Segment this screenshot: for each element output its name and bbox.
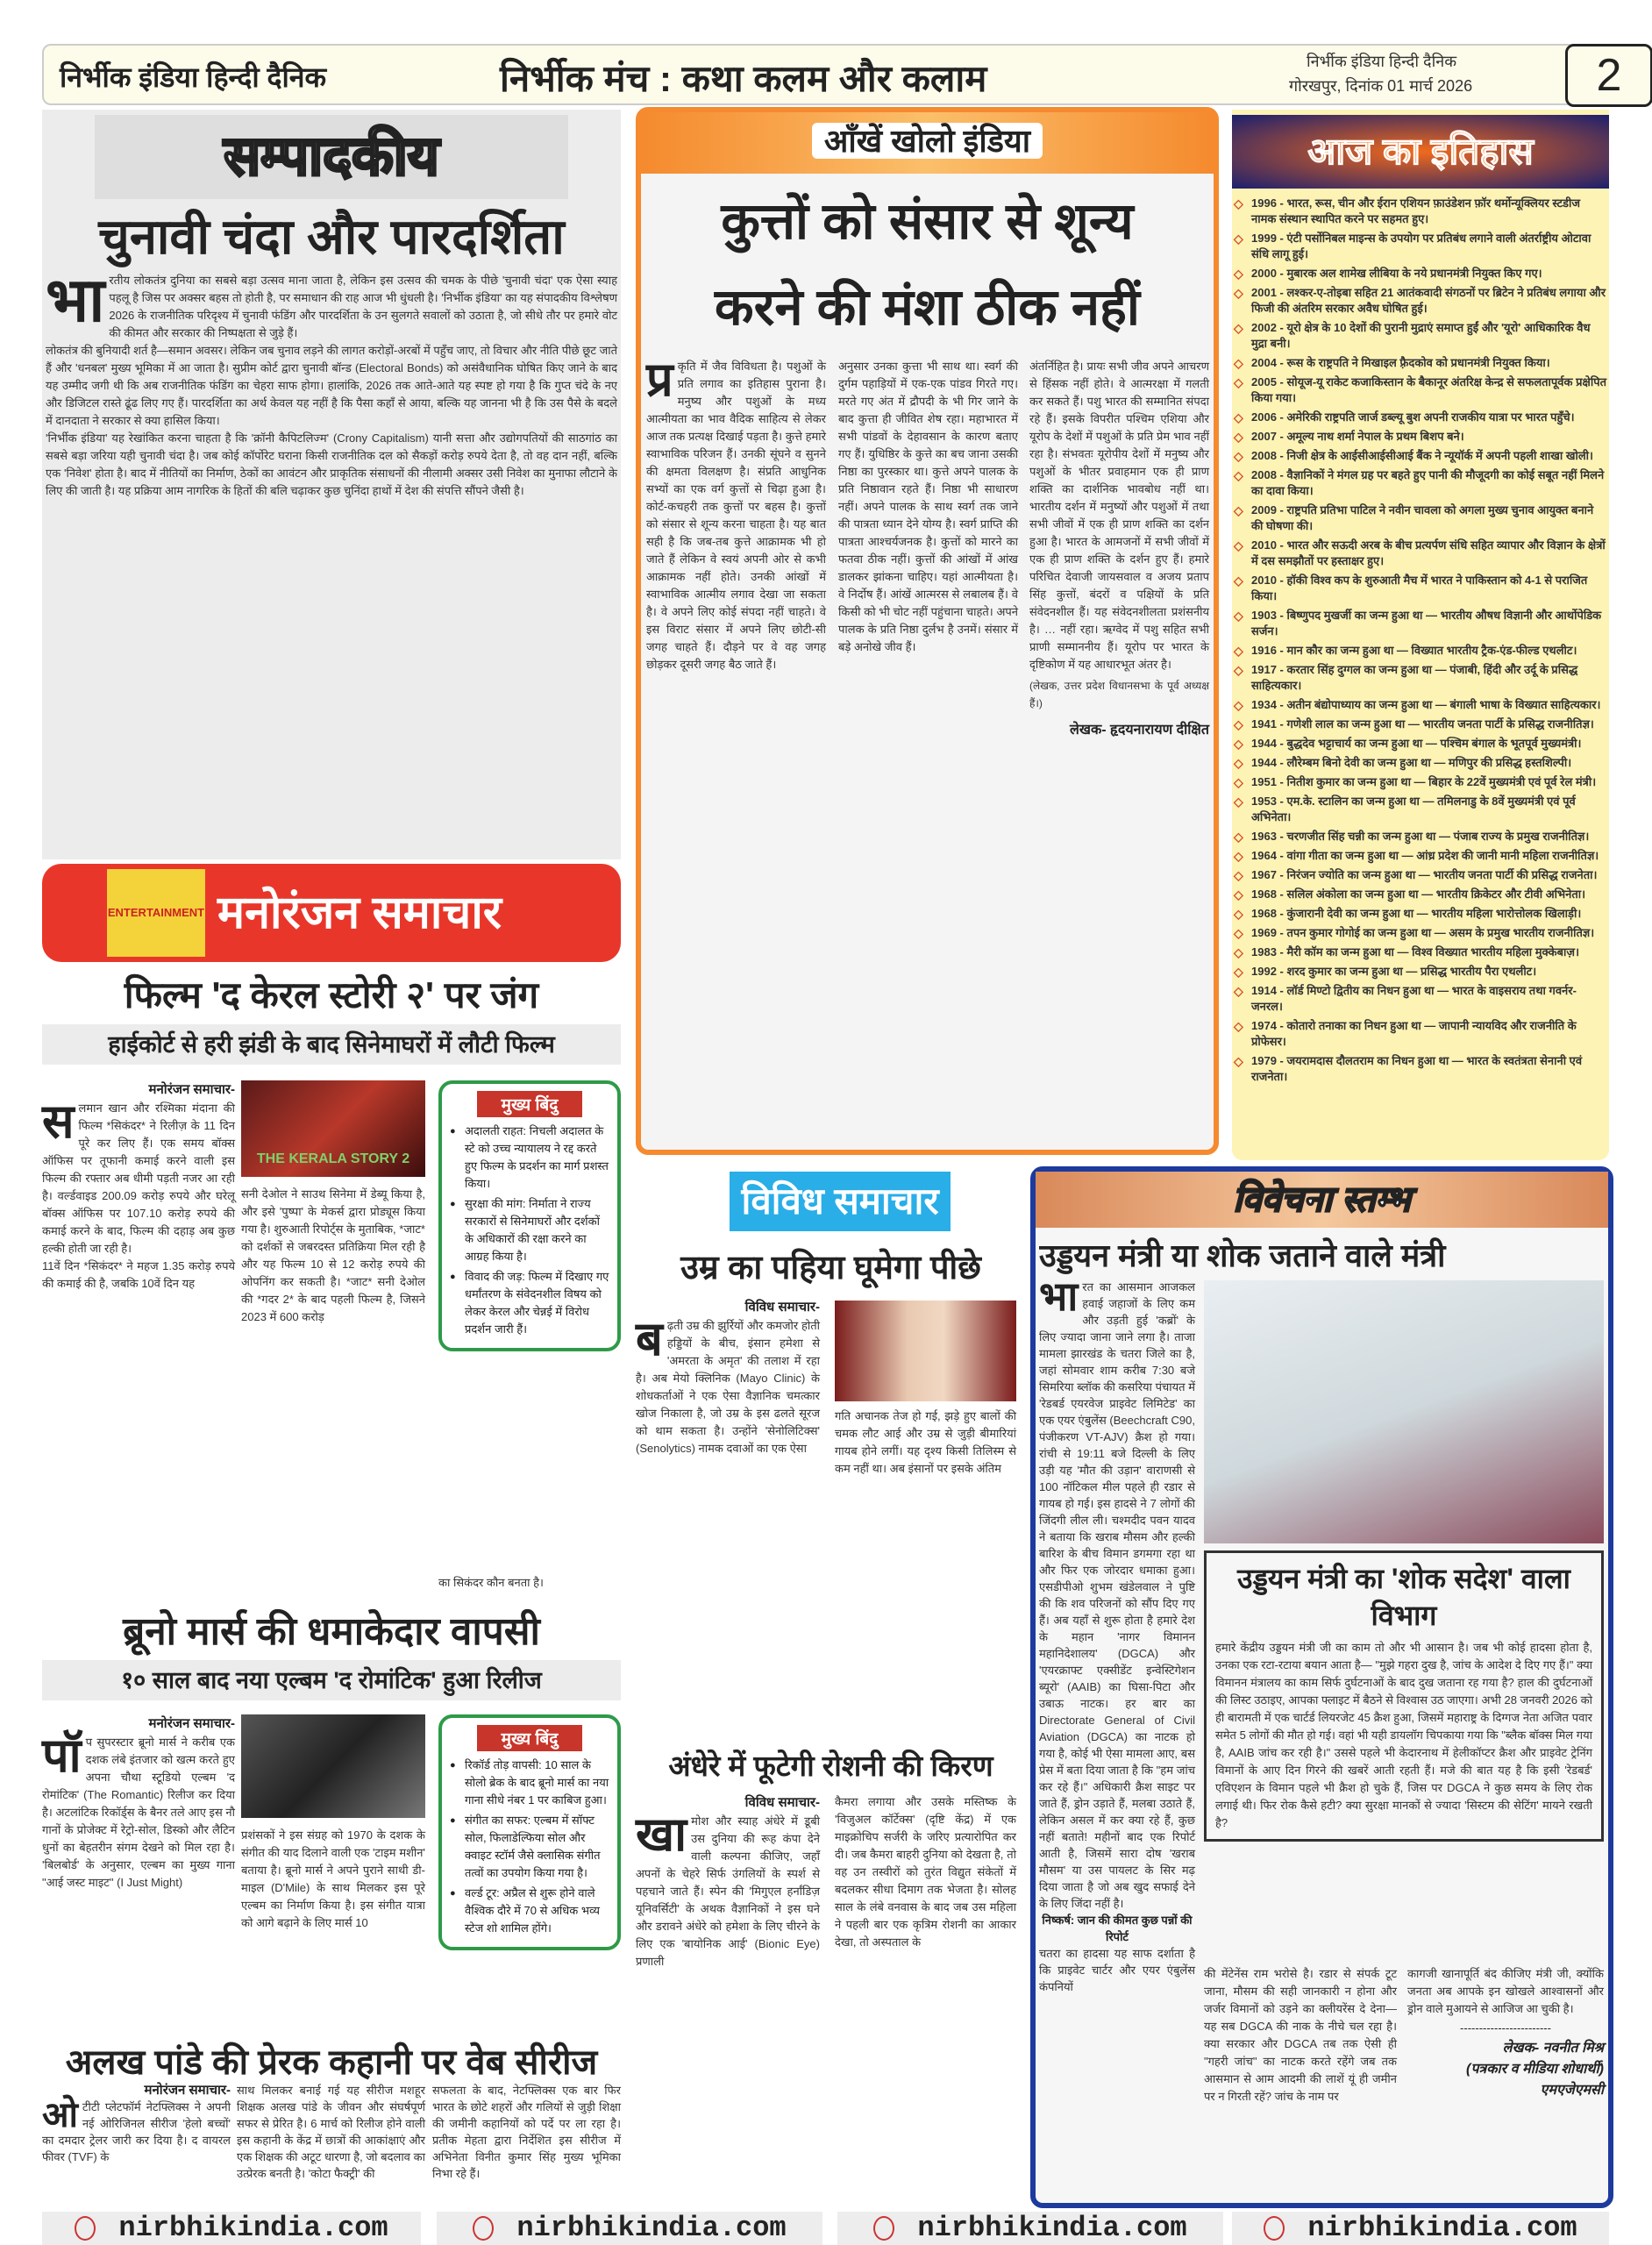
drop-cap: स [42,1095,75,1148]
history-item: ◇ 1917 - करतार सिंह दुग्गल का जन्म हुआ था — पंजाबी, हिंदी और उर्दू के प्रसिद्ध साहित्यकार। [1232,662,1607,694]
history-item: ◇ 2002 - यूरो क्षेत्र के 10 देशों की पुरानी मुद्राएं समाप्त हुईं और 'यूरो' आधिकारिक वैध मुद्रा बनी। [1232,320,1607,352]
history-item: ◇ 1963 - चरणजीत सिंह चन्नी का जन्म हुआ था — पंजाब राज्य के प्रमुख राजनीतिज्ञ। [1232,829,1607,845]
footer-website[interactable] [437,2212,822,2245]
paragraph: मोश और स्याह अंधेरे में डूबी उस दुनिया की रूह कंपा देने वाली कल्पना कीजिए, जहाँ अपनों के चेहरे सिर्फ उंगलियों के स्पर्श से पहचाने जाते हैं। स्पेन की 'मिगुएल हर्नांडिज़ यूनिवर्सिटी' के अथक वैज्ञानिकों ने इस घने और डरावने अंधेरे को हमेशा के लिए चीरने के लिए एक 'बायोनिक आई' (Bionic Eye) प्रणाली [636,1814,820,1968]
key-point: ● अदालती राहत: निचली अदालत के स्टे को उच्च न्यायालय ने रद्द करते हुए फिल्म के प्रदर्शन का मार्ग प्रशस्त किया। [449,1122,610,1193]
paragraph: चतरा का हादसा यह साफ दर्शाता है कि प्राइवेट चार्टर और एयर एंबुलेंस कंपनियों [1039,1947,1195,1993]
drop-cap: पॉ [42,1729,82,1782]
story-headline: उम्र का पहिया घूमेगा पीछे [680,1250,981,1286]
story-headline: अंधेरे में फूटेगी रोशनी की किरण [668,1750,993,1782]
page-title: निर्भीक मंच : कथा कलम और कलाम [500,58,987,99]
masthead [42,44,1622,105]
key-points-box [438,1714,621,1950]
inset-box [1204,1550,1604,1842]
story-subhead: हाईकोर्ट से हरी झंडी के बाद सिनेमाघरों में लौटी फिल्म [42,1024,621,1065]
story-column [42,1714,235,1892]
story-headline: अलख पांडे की प्रेरक कहानी पर वेब सीरीज [65,2043,598,2082]
key-points-list [449,1757,610,1937]
opinion-banner-text: आँखें खोलो इंडिया [812,123,1043,159]
press-logo-icon [473,2216,494,2241]
history-item: ◇ 2010 - हॉकी विश्व कप के शुरुआती मैच में भारत ने पाकिस्तान को 4-1 से पराजित किया। [1232,573,1607,604]
editorial-body [46,266,617,500]
key-points-title: मुख्य बिंदु [477,1725,582,1751]
history-item: ◇ 2001 - लश्कर-ए-तोइबा सहित 21 आतंकवादी संगठनों पर ब्रिटेन ने प्रतिबंध लगाया और फिजी की अंतरिम सरकार अवैध घोषित हुई। [1232,285,1607,317]
inset-body: हमारे केंद्रीय उड्डयन मंत्री जी का काम तो और भी आसान है। जब भी कोई हादसा होता है, उनका एक रटा-रटाया बयान आता है— "मुझे गहरा दुख है, जांच के आदेश दे दिए गए हैं।" क्या विमानन मंत्रालय का काम सिर्फ दुर्घटनाओं के बाद दुख जताना रह गया है? हाल की दुर्घटनाओं की लिस्ट उठाइए, आपका फ्लाइट में बैठने से विश्वास उठ जाएगा। अभी 28 जनवरी 2026 को ही बारामती में एक चार्टर्ड लियरजेट 45 क्रैश हुआ, जिसमें महाराष्ट्र के दिग्गज नेता अजित पवार समेत 5 लोगों की मौत हो गई। वहां भी यही डायलॉग चिपकाया गया कि "ब्लैक बॉक्स मिल गया है, AAIB जांच कर रही है।" उससे पहले भी केदारनाथ में हेलीकॉप्टर क्रैश और प्राइवेट ट्रेनिंग विमानों के आए दिन गिरने की खबरें आती रहती हैं। मजे की बात यह है कि इसी 'रेडबर्ड' एविएशन के विमान पहले भी क्रैश हो चुके हैं, जिस पर DGCA ने कुछ समय के लिए रोक लगाई थी। फिर रोक कैसे हटी? क्या सुरक्षा मानकों से ज्यादा 'सिस्टम की सेटिंग' मायने रखती है? [1215,1641,1592,1829]
byline: विविध समाचार- [744,1300,820,1315]
paragraph: कृति में जैव विविधता है। पशुओं के प्रति लगाव का इतिहास पुराना है। मनुष्य और पशुओं के मध्य आत्मीयता का भाव वैदिक साहित्य से लेकर आज तक प्रत्यक्ष दिखाई पड़ता है। कुत्ते हमारे स्वाभाविक परिजन हैं। उनकी सूंघने व सुनने की क्षमता विलक्षण है। संप्रति आधुनिक सभ्यों का एक वर्ग कुत्तों से चिढ़ा हुआ है। कोर्ट-कचहरी तक कुत्तों पर बहस है। कुत्तों को संसार से शून्य करना चाहता है। यह बात सही है कि जब-तब कुत्ते आक्रामक भी हो जाते हैं लेकिन वे स्वयं अपनी ओर से कभी आक्रामक नहीं होते। उनकी आंखों में स्वाभाविक आत्मीय लगाव देखा जा सकता है। वे अपने लिए कोई संपदा नहीं चाहते। वे इस विराट संसार में अपने लिए छोटी-सी जगह चाहते हैं। दौड़ने पर वे वह जगह छोड़कर दूसरी जगह बैठ जाते हैं। [646,360,826,671]
inset-title: उड्डयन मंत्री का 'शोक सदेश' वाला विभाग [1237,1563,1570,1631]
story-headline: फिल्म 'द केरल स्टोरी २' पर जंग [124,974,539,1016]
history-item: ◇ 2000 - मुबारक अल शामेख लीबिया के नये प्रधानमंत्री नियुक्त किए गए। [1232,266,1607,282]
analysis-banner [1036,1172,1608,1228]
analysis-column-section [1030,1166,1613,2208]
footer-website[interactable] [42,2212,421,2245]
byline: विविध समाचार- [744,1795,820,1810]
history-item: ◇ 1916 - मान कौर का जन्म हुआ था — विख्यात भारतीय ट्रैक-एंड-फील्ड एथलीट। [1232,643,1607,659]
history-item: ◇ 2009 - राष्ट्रपति प्रतिभा पाटिल ने नवीन चावला को अगला मुख्य चुनाव आयुक्त बनाने की घोषणा की। [1232,502,1607,534]
history-item: ◇ 2010 - भारत और सऊदी अरब के बीच प्रत्यर्पण संधि सहित व्यापार और विज्ञान के क्षेत्रों में दस समझौतों पर हस्ताक्षर हुए। [1232,538,1607,569]
paragraph: लमान खान और रश्मिका मंदाना की फिल्म *सिकंदर* ने रिलीज़ के 11 दिन पूरे कर लिए हैं। एक समय बॉक्स ऑफिस पर तूफानी कमाई करने वाली इस फिल्म की रफ्तार अब धीमी पड़ती नजर आ रही है। वर्ल्डवाइड 200.09 करोड़ रुपये और घरेलू बॉक्स ऑफिस पर 107.10 करोड़ रुपये की कमाई करने के बाद, फिल्म की दहाड़ अब कुछ हल्की होती जा रही है। [42,1101,235,1255]
drop-cap: भा [1039,1273,1079,1319]
history-item: ◇ 1903 - बिष्णुपद मुखर्जी का जन्म हुआ था — भारतीय औषध विज्ञानी और आर्थोपेडिक सर्जन। [1232,608,1607,639]
history-item: ◇ 2004 - रूस के राष्ट्रपति ने मिखाइल फ़्रैदकोव को प्रधानमंत्री नियुक्त किया। [1232,355,1607,371]
analysis-banner-text: विवेचना स्तम्भ [1233,1180,1411,1219]
story-subhead: १० साल बाद नया एल्बम 'द रोमांटिक' हुआ रिलीज [42,1660,621,1700]
history-item: ◇ 1983 - मैरी कॉम का जन्म हुआ था — विश्व विख्यात भारतीय महिला मुक्केबाज़। [1232,944,1607,960]
opinion-column [1029,358,1209,740]
story-column [636,1793,820,1971]
key-point: ● रिकॉर्ड तोड़ वापसी: 10 साल के सोलो ब्रेक के बाद ब्रूनो मार्स का नया गाना सीधे नंबर 1 पर काबिज हुआ। [449,1757,610,1809]
history-item: ◇ 1968 - कुंजारानी देवी का जन्म हुआ था — भारतीय महिला भारोत्तोलक खिलाड़ी। [1232,906,1607,922]
history-item: ◇ 2006 - अमेरिकी राष्ट्रपति जार्ज डब्ल्यू बुश अपनी राजकीय यात्रा पर भारत पहुँचे। [1232,410,1607,425]
dateline: गोरखपुर, दिनांक 01 मार्च 2026 [1289,77,1473,95]
website-text: nirbhikindia.com [516,2212,787,2244]
story-headline: ब्रूनो मार्स की धमाकेदार वापसी [123,1610,540,1653]
opinion-column [646,353,826,674]
history-item: ◇ 1992 - शरद कुमार का जन्म हुआ था — प्रसिद्ध भारतीय पैरा एथलीट। [1232,964,1607,980]
press-logo-icon [75,2216,96,2241]
author-name: लेखक- नवनीत मिश्र [1502,2041,1604,2056]
history-item: ◇ 1968 - सलिल अंकोला का जन्म हुआ था — भारतीय क्रिकेटर और टीवी अभिनेता। [1232,887,1607,902]
history-item: ◇ 2008 - वैज्ञानिकों ने मंगल ग्रह पर बहते हुए पानी की मौजूदगी का कोई सबूत नहीं मिलने का दावा किया। [1232,467,1607,499]
history-banner-text: आज का इतिहास [1307,131,1534,172]
drop-cap: खा [636,1808,687,1861]
press-logo-icon [873,2216,894,2241]
key-points-title: मुख्य बिंदु [477,1091,582,1117]
website-text: nirbhikindia.com [118,2212,388,2244]
history-banner [1232,115,1609,189]
analysis-headline: उड्डयन मंत्री या शोक जताने वाले मंत्री [1039,1237,1446,1273]
story-column: साथ मिलकर बनाई गई यह सीरीज मशहूर शिक्षक अलख पांडे के जीवन और संघर्षपूर्ण सफर से प्रेरित है। 6 मार्च को रिलीज होने वाली इस कहानी के केंद्र में छात्रों की आकांक्षाएं और एक शिक्षक की अटूट धारणा है, जो बदलाव का उत्प्रेरक बनती है। 'कोटा फैक्ट्री' की [237,2084,425,2180]
story-column: सफलता के बाद, नेटफ्लिक्स एक बार फिर भारत के छोटे शहरों और गलियों से जुड़ी शिक्षा की जमीनी कहानियों को पर्दे पर ला रहा है। प्रतीक मेहता द्वारा निर्देशित इस सीरीज में अभिनेता विनीत कुमार सिंह मुख्य भूमिका निभा रहे हैं। [432,2084,621,2180]
story-column [42,1080,235,1293]
paragraph: रतीय लोकतंत्र दुनिया का सबसे बड़ा उत्सव माना जाता है, लेकिन इस उत्सव की चमक के पीछे 'चुनावी चंदा' एक ऐसा स्याह पहलू है जिस पर अक्सर बहस तो होती है, पर समाधान की राह आज भी धुंधली है। 'निर्भीक इंडिया' का यह संपादकीय विश्लेषण 2026 के राजनीतिक परिदृश्य में चुनावी फंडिंग और पारदर्शिता के उन सुलगते सवालों को उठाता है, जो सीधे तौर पर हमारे वोट की कीमत और सरकार की निष्पक्षता से जुड़े हैं। [109,274,617,339]
analysis-column [1407,1965,1604,2101]
story-column: कैमरा लगाया और उसके मस्तिष्क के 'विजुअल कॉर्टेक्स' (दृष्टि केंद्र) में एक माइक्रोचिप सर्जरी के जरिए प्रत्यारोपित कर दी। जब कैमरा बाहरी दुनिया को देखता है, तो वह उन तस्वीरों को तुरंत विद्युत संकेतों में बदलकर सीधा दिमाग तक भेजता है। सोलह साल के लंबे वनवास के बाद जब उस महिला ने पहली बार एक कृत्रिम रोशनी का आकार देखा, तो अस्पताल के [835,1795,1016,1949]
author-note: (लेखक, उत्तर प्रदेश विधानसभा के पूर्व अध्यक्ष हैं।) [1029,680,1209,709]
history-item: ◇ 1934 - अतीन बंद्योपाध्याय का जन्म हुआ था — बंगाली भाषा के विख्यात साहित्यकार। [1232,697,1607,713]
movie-poster-image: THE KERALA STORY 2 [241,1080,425,1177]
history-item: ◇ 2008 - निजी क्षेत्र के आईसीआईसीआई बैंक ने न्यूयॉर्क में अपनी पहली शाखा खोली। [1232,448,1607,464]
history-section [1232,110,1609,1160]
story-column [636,1298,820,1457]
byline: मनोरंजन समाचार- [148,1716,235,1731]
history-item: ◇ 1951 - नितीश कुमार का जन्म हुआ था — बिहार के 22वें मुख्यमंत्री एवं पूर्व रेल मंत्री। [1232,774,1607,790]
aging-photo [835,1301,1016,1401]
opinion-column: अनुसार उनका कुत्ता भी साथ था। स्वर्ग की दुर्गम पहाड़ियों में एक-एक पांडव गिरते गए। मरते गए अंत में द्रौपदी के भी गिर जाने के बाद कुत्ता ही जीवित शेष रहा। महाभारत में सभी पांडवों के देहावसान के कारण बताए गए हैं। युधिष्ठिर के कुत्ते का बच जाना उसकी निष्ठा का पुरस्कार था। कुत्ते अपने पालक के प्रति निष्ठावान रहते हैं। निष्ठा भी साधारण नहीं। अपने पालक के साथ स्वर्ग तक जाने की पात्रता ध्यान देने योग्य है। स्वर्ग प्राप्ति की पात्रता आश्चर्यजनक है। कुत्तों को मारने का फतवा ठीक नहीं। कुत्तों की आंखों में आंख डालकर झांकना चाहिए। यहां आत्मीयता है। वे निर्दोष हैं। आंखें आत्मरस से लबालब हैं। वे किसी को भी चोट नहीं पहुंचाना चाहते। अपने पालक के प्रति निष्ठा दुर्लभ है उनमें। संसार में बड़े अनोखे जीव हैं। [838,360,1018,653]
website-text: nirbhikindia.com [917,2212,1187,2244]
paragraph: कागजी खानापूर्ति बंद कीजिए मंत्री जी, क्योंकि जनता अब आपके इन खोखले आश्वासनों और ड्रोन वाले मुआयने से आजिज आ चुकी है। [1407,1967,1604,2015]
opinion-section [636,107,1219,1155]
history-item: ◇ 2005 - सोयूज-यू राकेट कजाकिस्तान के बैकानूर अंतरिक्ष केन्द्र से सफलतापूर्वक प्रक्षेपित किया गया। [1232,374,1607,406]
story-column: प्रशंसकों ने इस संग्रह को 1970 के दशक के संगीत की याद दिलाने वाली एक 'टाइम मशीन' बताया है। ब्रूनो मार्स ने अपने पुराने साथी डी-माइल (D'Mile) के साथ मिलकर इस पूरे एल्बम का निर्माण किया है। इस संगीत यात्रा को आगे बढ़ाने के लिए मार्स 10 [241,1828,425,1929]
analysis-column: की मेंटेनेंस राम भरोसे है। रडार से संपर्क टूट जाना, मौसम की सही जानकारी न होना और जर्जर विमानों को उड़ने का क्लीयरेंस दे देना—यह सब DGCA की नाक के नीचे चल रहा है। क्या सरकार और DGCA तब तक ऐसी ही "गहरी जांच" का नाटक करते रहेंगे जब तक आसमान से आम आदमी की लाशें यूं ही जमीन पर न गिरती रहें? जांच के नाम पर [1204,1967,1397,2103]
story-column: सनी देओल ने साउथ सिनेमा में डेब्यू किया है, और इसे 'पुष्पा' के मेकर्स द्वारा प्रोड्यूस किया गया है। शुरुआती रिपोर्ट्स के मुताबिक, *जाट* को दर्शकों से जबरदस्त प्रतिक्रिया मिल रही है और यह फिल्म 10 से 12 करोड़ रुपये की ओपनिंग कर सकती है। *जाट* सनी देओल की *गदर 2* के बाद पहली फिल्म है, जिसने 2023 में 600 करोड़ [241,1187,425,1323]
byline: मनोरंजन समाचार- [144,2083,231,2098]
conclusion-subhead: निष्कर्ष: जान की कीमत कुछ पन्नों की रिपोर्ट [1042,1914,1193,1943]
history-item: ◇ 1999 - एंटी पर्सोनिबल माइन्स के उपयोग पर प्रतिबंध लगाने वाली अंतर्राष्ट्रीय ओटावा संधि लागू हुई। [1232,231,1607,262]
paragraph: प सुपरस्टार ब्रूनो मार्स ने करीब एक दशक लंबे इंतजार को खत्म करते हुए अपना चौथा स्टूडियो एल्बम 'द रोमांटिक' (The Romantic) रिलीज कर दिया है। अटलांटिक रिकॉर्ड्स के बैनर तले आए इस नौ गानों के प्रोजेक्ट में रेट्रो-सोल, डिस्को और लैटिन धुनों का बेहतरीन संगम देखने को मिल रहा है। 'बिलबोर्ड' के अनुसार, एल्बम का मुख्य गाना "आई जस्ट माइट" (I Just Might) [42,1735,235,1889]
editorial-section [42,110,621,859]
paper-name-small: निर्भीक इंडिया हिन्दी दैनिक [1307,53,1457,70]
author-title: (पत्रकार व मीडिया शोधार्थी) [1465,2062,1604,2077]
history-item: ◇ 1914 - लॉर्ड मिण्टो द्वितीय का निधन हुआ था — भारत के वाइसराय तथा गवर्नर-जनरल। [1232,983,1607,1015]
website-text: nirbhikindia.com [1307,2212,1577,2244]
history-item: ◇ 1979 - जयरामदास दौलतराम का निधन हुआ था — भारत के स्वतंत्रता सेनानी एवं राजनेता। [1232,1053,1607,1085]
story-column [42,2082,231,2165]
opinion-banner [641,112,1214,174]
paragraph: 11वें दिन *सिकंदर* ने महज 1.35 करोड़ रुपये की कमाई की है, जबकि 10वें दिन यह [42,1259,235,1290]
entertainment-banner [42,864,621,962]
author-degree: एमएजेएमसी [1540,2083,1604,2098]
story-column: गति अचानक तेज हो गई, झड़े हुए बालों की चमक लौट आई और उम्र से जुड़ी बीमारियां गायब होने लगीं। यह दृश्य किसी तिलिस्म से कम नहीं था। अब इंसानों पर इसके अंतिम [835,1409,1016,1475]
divider: ------------------------ [1460,2021,1551,2035]
artist-photo [241,1714,425,1818]
history-item: ◇ 1964 - वांगा गीता का जन्म हुआ था — आंध्र प्रदेश की जानी मानी महिला राजनीतिज्ञ। [1232,848,1607,864]
key-points-box [438,1080,621,1351]
history-item: ◇ 1944 - लौरेम्बम बिनो देवी का जन्म हुआ था — मणिपुर की प्रसिद्ध हस्तशिल्पी। [1232,755,1607,771]
opinion-headline-line1: कुत्तों को संसार से शून्य [721,193,1134,250]
key-point: ● संगीत का सफर: एल्बम में सॉफ्ट सोल, फिलाडेल्फिया सोल और क्वाइट स्टॉर्म जैसे क्लासिक संगीत तत्वों का उपयोग किया गया है। [449,1812,610,1882]
history-item: ◇ 2007 - अमूल्य नाथ शर्मा नेपाल के प्रथम बिशप बने। [1232,429,1607,445]
drop-cap: भा [46,266,105,334]
drop-cap: प्र [646,353,673,406]
paper-name: निर्भीक इंडिया हिन्दी दैनिक [60,61,327,93]
byline: मनोरंजन समाचार- [148,1082,235,1097]
key-point: ● विवाद की जड़: फिल्म में दिखाए गए धर्मांतरण के संवेदनशील विषय को लेकर केरल और चेन्नई में विरोध प्रदर्शन जारी हैं। [449,1268,610,1338]
minister-photo [1204,1280,1604,1543]
paragraph: अंतर्निहित है। प्रायः सभी जीव अपने आचरण से हिंसक नहीं होते। वे आत्मरक्षा में गलती कर सकते हैं। पशु भारत की सम्मानित संपदा रहे हैं। इसके विपरीत पश्चिम एशिया और यूरोप के देशों में पशुओं के प्रति प्रेम भाव नहीं रहा है। संभवतः यूरोपीय देशों में मनुष्य और पशुओं के भीतर प्रवाहमान एक ही प्राण शक्ति का दार्शनिक भावबोध नहीं था। भारतीय दर्शन में मनुष्यों और पशुओं में तथा सभी जीवों में एक ही प्राण शक्ति का दर्शन हुआ है। भारत के आमजनों में सभी जीवों में एक ही प्राण शक्ति के दर्शन हुए हैं। हमारे परिचित देवाजी जायसवाल व अजय प्रताप सिंह कुत्तों, बंदरों व पक्षियों के प्रति संवेदनशील हैं। यह संवेदनशीलता प्रशंसनीय है। … नहीं रहा। ऋग्वेद में पशु सहित सभी प्राणी सम्माननीय हैं। यूरोप पर भारत के दृष्टिकोण में यह आधारभूत अंतर है। [1029,360,1209,671]
author-name: लेखक- हृदयनारायण दीक्षित [1070,723,1209,738]
key-point: ● वर्ल्ड टूर: अप्रैल से शुरू होने वाले वैश्विक दौरे में 70 से अधिक भव्य स्टेज शो शामिल होंगे। [449,1885,610,1937]
key-points-list [449,1122,610,1338]
history-item: ◇ 1969 - तपन कुमार गोगोई का जन्म हुआ था — असम के प्रमुख भारतीय राजनीतिज्ञ। [1232,925,1607,941]
paragraph: लोकतंत्र की बुनियादी शर्त है—समान अवसर। लेकिन जब चुनाव लड़ने की लागत करोड़ों-अरबों में पहुँच जाए, तो विचार और नीति पीछे छूट जाते हैं और 'धनबल' मुख्य भूमिका में आ जाता है। सुप्रीम कोर्ट द्वारा चुनावी बॉन्ड (Electoral Bonds) को असंवैधानिक घोषित किए जाने के बाद यह उम्मीद जगी थी कि अब राजनीतिक फंडिंग का चेहरा साफ होगा। हालांकि, 2026 तक आते-आते यह स्पष्ट हो गया है कि गुप्त चंदे के नए और डिजिटल रास्ते ढूंढ लिए गए हैं। पारदर्शिता का अर्थ केवल यह नहीं है कि पैसा कहाँ से आया, बल्कि यह जानना भी है कि उस पैसे के बदले में दानदाता ने सरकार से क्या हासिल किया। [46,344,617,427]
drop-cap: ब [636,1313,663,1365]
footer-website[interactable] [1232,2212,1609,2245]
history-item: ◇ 1953 - एम.के. स्टालिन का जन्म हुआ था — तमिलनाडु के 8वें मुख्यमंत्री एवं पूर्व अभिनेता। [1232,794,1607,825]
analysis-column [1039,1273,1195,1995]
press-logo-icon [1264,2216,1285,2241]
footer-website[interactable] [837,2212,1223,2245]
editorial-banner [95,115,568,199]
entertainment-banner-text: मनोरंजन समाचार [217,887,502,938]
paragraph: रत का आसमान आजकल हवाई जहाजों के लिए कम और उड़ती हुई 'कब्रों' के लिए ज्यादा जाना जाने लगा है। ताजा मामला झारखंड के चतरा जिले का है, जहां सोमवार शाम करीब 7:30 बजे सिमरिया ब्लॉक की कसरिया पंचायत में 'रेडबर्ड एयरवेज प्राइवेट लिमिटेड' का एक एयर एंबुलेंस (Beechcraft C90, पंजीकरण VT-AJV) क्रैश हो गया। रांची से 19:11 बजे दिल्ली के लिए उड़ी यह 'मौत की उड़ान' वाराणसी से 100 नॉटिकल मील पहले ही रडार से गायब हो गई। इस हादसे ने 7 लोगों की जिंदगी लील ली। चश्मदीद पवन यादव ने बताया कि खराब मौसम और हल्की बारिश के बीच विमान डगमगा रहा था और फिर एक जोरदार धमाका हुआ। एसडीपीओ शुभम खंडेलवाल ने पुष्टि की कि शव परिजनों को सौंप दिए गए हैं। अब यहाँ से शुरू होता है हमारे देश के महान 'नागर विमानन महानिदेशालय' (DGCA) और 'एयरक्राफ्ट एक्सीडेंट इन्वेस्टिगेशन ब्यूरो' (AAIB) का घिसा-पिटा और उबाऊ नाटक। हर बार का Directorate General of Civil Aviation (DGCA) का नाटक हो गया है, कोई भी ऐसा मामला आए, बस प्रेस में बता दिया जाता है कि "हम जांच कर रहे हैं।" अधिकारी क्रैश साइट पर जाते हैं, ड्रोन उड़ाते हैं, मलबा उठाते हैं, लेकिन असल में कर क्या रहे हैं, कुछ नहीं बताते! महीनों बाद एक रिपोर्ट आती है, जिसमें सारा दोष 'खराब मौसम' या उस पायलट के सिर मढ़ दिया जाता है जो अब खुद सफाई देने के लिए जिंदा नहीं है। [1039,1280,1195,1910]
history-item: ◇ 1967 - निरंजन ज्योति का जन्म हुआ था — भारतीय जनता पार्टी की प्रसिद्ध राजनेता। [1232,867,1607,883]
entertainment-badge: ENTERTAINMENT [107,869,205,957]
key-point: ● सुरक्षा की मांग: निर्माता ने राज्य सरकारों से सिनेमाघरों और दर्शकों के अधिकारों की रक्षा करने का आग्रह किया है। [449,1195,610,1265]
editorial-headline: चुनावी चंदा और पारदर्शिता [98,209,565,264]
paragraph: टीटी प्लेटफॉर्म नेटफ्लिक्स ने अपनी नई ओरिजिनल सीरीज 'हेलो बच्चों' का दमदार ट्रेलर जारी कर दिया है। द वायरल फीवर (TVF) के [42,2100,231,2163]
opinion-headline-line2: करने की मंशा ठीक नहीं [715,279,1140,336]
history-list [1232,196,1607,1088]
drop-cap: ओ [42,2096,78,2135]
page-number: 2 [1565,44,1652,107]
history-item: ◇ 1996 - भारत, रूस, चीन और ईरान एशियन फ़ाउंडेशन फ़ॉर थर्मोन्यूक्लियर स्टडीज नामक संस्थान स्थापित करने पर सहमत हुए। [1232,196,1607,227]
misc-news-banner: विविध समाचार [730,1172,951,1231]
history-item: ◇ 1944 - बुद्धदेव भट्टाचार्य का जन्म हुआ था — पश्चिम बंगाल के भूतपूर्व मुख्यमंत्री। [1232,736,1607,752]
history-item: ◇ 1974 - कोतारो तनाका का निधन हुआ था — जापानी न्यायविद और राजनीति के प्रोफेसर। [1232,1018,1607,1050]
editorial-banner-text: सम्पादकीय [224,126,439,187]
story-tail: का सिकंदर कौन बनता है। [438,1576,544,1589]
paragraph: ढ़ती उम्र की झुर्रियों और कमजोर होती हड्डियों के बीच, इंसान हमेशा से 'अमरता के अमृत' की तलाश में रहा है। अब मेयो क्लिनिक (Mayo Clinic) के शोधकर्ताओं ने एक ऐसा वैज्ञानिक चमत्कार खोज निकाला है, जो उम्र के इस ढलते सूरज को थाम सकता है। उन्होंने 'सेनोलिटिक्स' (Senolytics) नामक दवाओं का एक ऐसा [636,1319,820,1455]
paragraph: 'निर्भीक इंडिया' यह रेखांकित करना चाहता है कि 'क्रॉनी कैपिटलिज्म' (Crony Capitalism) यानी सत्ता और उद्योगपतियों की साठगांठ का सबसे बड़ा जरिया यही चुनावी चंदा है। जब कोई कॉर्पोरेट घराना किसी राजनीतिक दल को सैकड़ों करोड़ रुपये देता है, तो वह दान नहीं, बल्कि एक 'निवेश' होता है। बाद में नीतियों का निर्माण, ठेकों का आवंटन और प्राकृतिक संसाधनों की नीलामी अक्सर उसी निवेश का मुनाफा लौटाने के लिए की जाती है। यह प्रक्रिया आम नागरिक के हितों की बलि चढ़ाकर कुछ चुनिंदा हाथों में देश की संपत्ति सौंपने जैसी है। [46,431,617,497]
history-item: ◇ 1941 - गणेशी लाल का जन्म हुआ था — भारतीय जनता पार्टी के प्रसिद्ध राजनीतिज्ञ। [1232,716,1607,732]
